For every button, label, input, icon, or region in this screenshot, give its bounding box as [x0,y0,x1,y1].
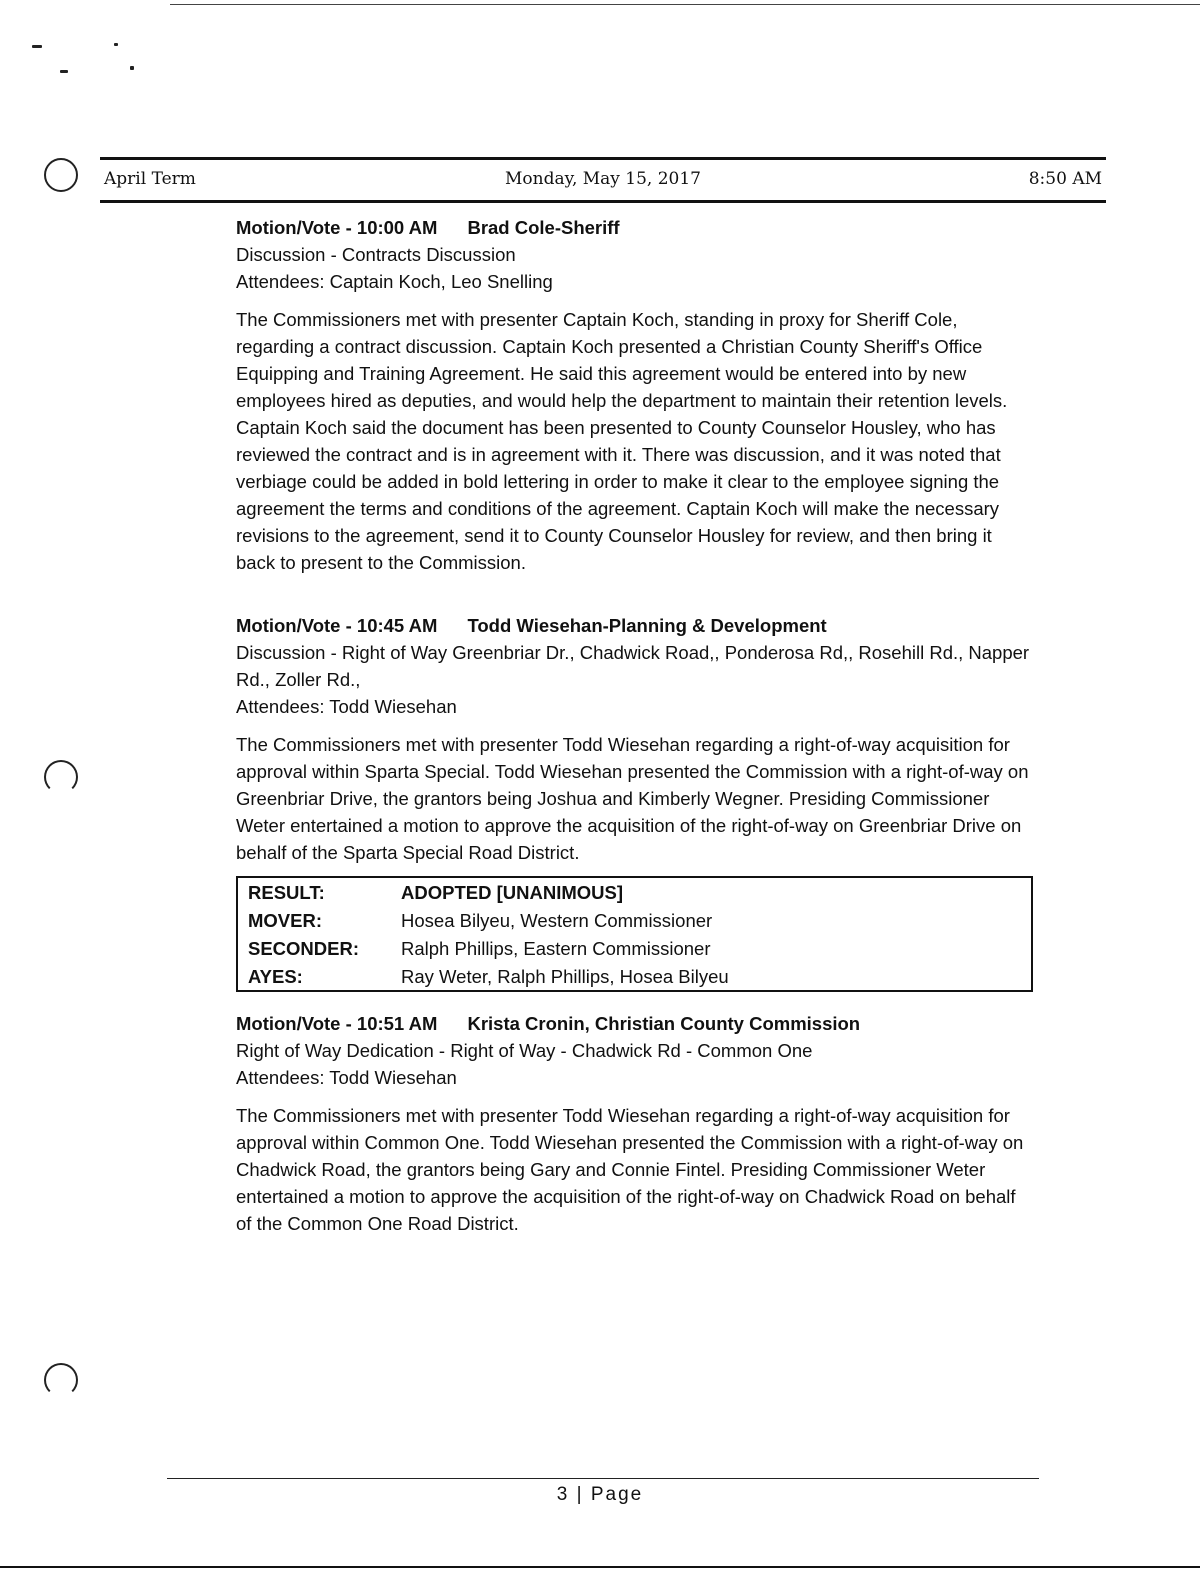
scan-speck [32,45,42,48]
discussion-line: Discussion - Contracts Discussion [236,244,516,265]
term-label: April Term [104,169,196,189]
presenter: Todd Wiesehan-Planning & Development [467,615,827,636]
scan-speck [60,70,68,73]
motion-heading [236,612,1036,639]
motion-heading [236,1010,1036,1037]
presenter: Krista Cronin, Christian County Commission [467,1013,861,1034]
motion-time: Motion/Vote - 10:45 AM [236,615,438,636]
item-body: The Commissioners met with presenter Captain Koch, standing in proxy for Sheriff Cole, regarding a contract discussion. Captain Koch presented a Christian County Sheriff's Office Equipping and Training Agreement. He said this agreement would be entered into by new employees hired as deputies, and would help the department to maintain their retention levels. Captain Koch said the document has been presented to County Counselor Housley, who has reviewed the contract and is in agreement with it. There was discussion, and it was noted that verbiage could be added in bold lettering in order to make it clear to the employee signing the agreement the terms and conditions of the agreement. Captain Koch will make the necessary revisions to the agreement, send it to County Counselor Housley for review, and then bring it back to present to the Commission. [236,309,1008,573]
seconder-value: Ralph Phillips, Eastern Commissioner [401,937,711,959]
agenda-item-sheriff [236,214,1036,576]
footer-rule [167,1478,1039,1479]
motion-heading [236,214,1036,241]
punch-hole [44,760,78,794]
attendees-line: Attendees: Captain Koch, Leo Snelling [236,271,553,292]
mover-label: MOVER: [248,909,322,931]
top-edge-rule [170,4,1200,5]
vote-row-seconder [237,934,1032,962]
seconder-label: SECONDER: [248,937,360,959]
punch-hole [44,1363,78,1397]
vote-row-ayes [237,962,1032,991]
presenter: Brad Cole-Sheriff [467,217,620,238]
bottom-edge-rule [0,1566,1200,1568]
mover-value: Hosea Bilyeu, Western Commissioner [401,909,713,931]
vote-result-table [236,876,1033,992]
punch-hole [44,158,78,192]
discussion-line: Right of Way Dedication - Right of Way - Chadwick Rd - Common One [236,1040,813,1061]
motion-time: Motion/Vote - 10:00 AM [236,217,438,238]
item-body: The Commissioners met with presenter Todd Wiesehan regarding a right-of-way acquisition for approval within Sparta Special. Todd Wiesehan presented the Commission with a right-of-way on Greenbriar Drive, the grantors being Joshua and Kimberly Wegner. Presiding Commissioner Weter entertained a motion to approve the acquisition of the right-of-way on Greenbriar Drive on behalf of the Sparta Special Road District. [236,734,1029,863]
ayes-label: AYES: [248,965,303,987]
attendees-line: Attendees: Todd Wiesehan [236,696,457,717]
result-label: RESULT: [248,881,325,903]
item-body: The Commissioners met with presenter Todd Wiesehan regarding a right-of-way acquisition for approval within Common One. Todd Wiesehan presented the Commission with a right-of-way on Chadwick Road, the grantors being Gary and Connie Fintel. Presiding Commissioner Weter entertained a motion to approve the acquisition of the right-of-way on Chadwick Road on behalf of the Common One Road District. [236,1105,1024,1234]
agenda-item-planning [236,612,1036,992]
result-value: ADOPTED [UNANIMOUS] [401,881,623,903]
agenda-item-commission [236,1010,1036,1237]
minutes-content [236,214,1036,1237]
scan-speck [114,43,118,46]
meeting-time: 8:50 AM [1028,169,1102,189]
page-number: 3 | Page [556,1484,644,1505]
vote-row-result [237,877,1032,906]
meeting-date: Monday, May 15, 2017 [504,169,701,189]
attendees-line: Attendees: Todd Wiesehan [236,1067,457,1088]
page-header [100,157,1106,203]
discussion-line: Discussion - Right of Way Greenbriar Dr., Chadwick Road,, Ponderosa Rd,, Rosehill Rd., Napper Rd., Zoller Rd., [236,642,1030,690]
ayes-value: Ray Weter, Ralph Phillips, Hosea Bilyeu [401,965,729,987]
vote-row-mover [237,906,1032,934]
scan-speck [130,66,134,70]
motion-time: Motion/Vote - 10:51 AM [236,1013,438,1034]
